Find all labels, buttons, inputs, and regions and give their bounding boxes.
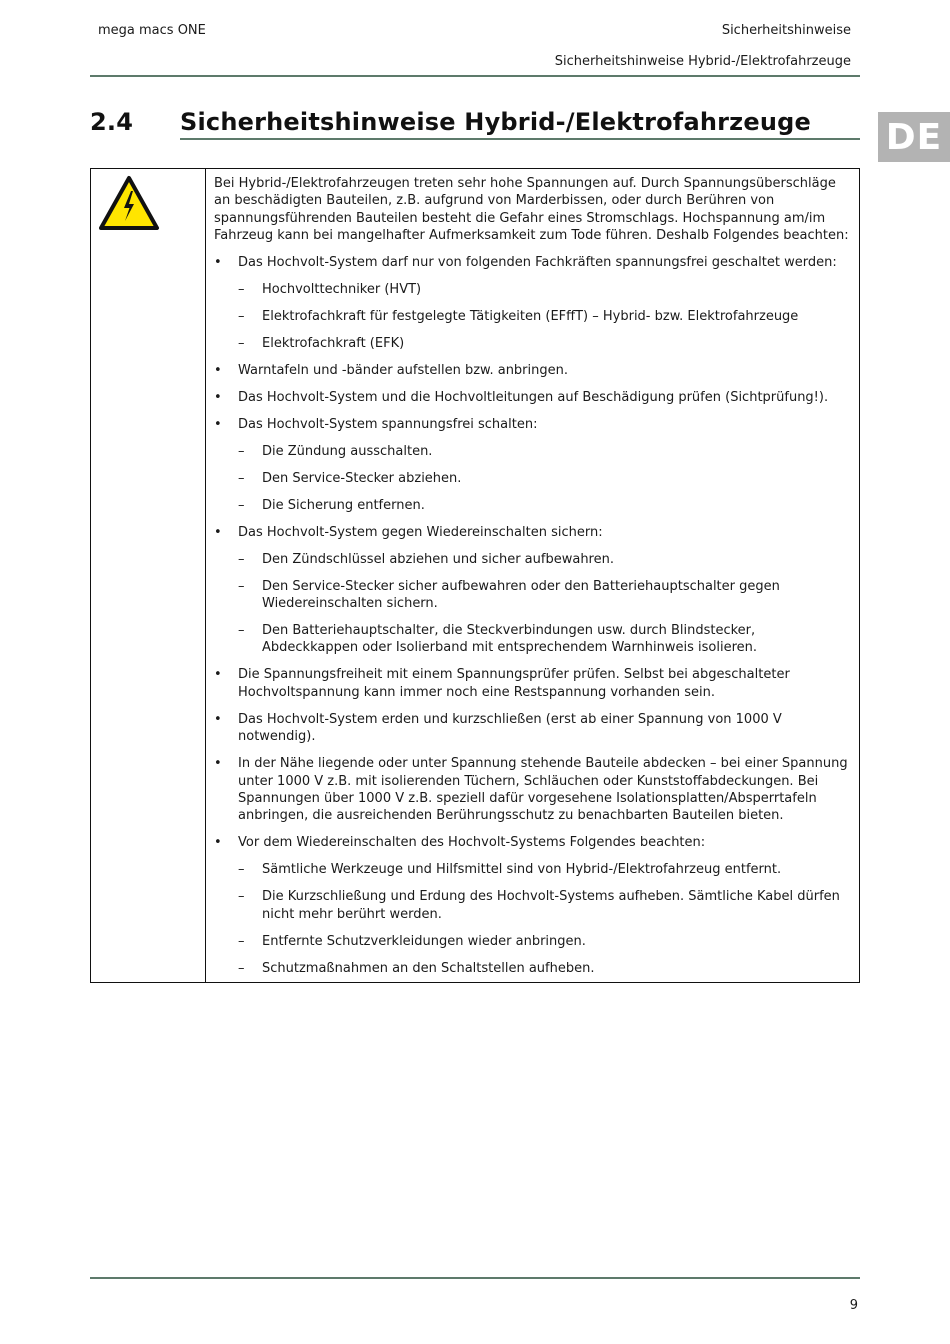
sub-list-item: – Elektrofachkraft für festgelegte Tätigkeiten (EFffT) – Hybrid- bzw. Elektrofahrzeuge bbox=[238, 308, 853, 325]
list-item-text: Das Hochvolt-System darf nur von folgenden Fachkräften spannungsfrei geschaltet werden: bbox=[238, 254, 837, 270]
header-section: Sicherheitshinweise Hybrid-/Elektrofahrzeuge bbox=[554, 54, 851, 69]
list-item-text: Das Hochvolt-System und die Hochvoltleitungen auf Beschädigung prüfen (Sichtprüfung!). bbox=[238, 389, 829, 405]
header-product-name: mega macs ONE bbox=[98, 23, 206, 38]
list-item-text: Die Spannungsfreiheit mit einem Spannungsprüfer prüfen. Selbst bei abgeschalteter Hochvoltspannung kann immer noch eine Restspannung vorhanden sein. bbox=[238, 667, 790, 700]
warning-intro: Bei Hybrid-/Elektrofahrzeugen treten sehr hohe Spannungen auf. Durch Spannungsüberschläge an beschädigten Bauteilen, z.B. aufgrund von Marderbissen, oder durch Berühren von spannungsführenden Bauteilen besteht die Gefahr eines Stromschlags. Hochspannung am/im Fahrzeug kann bei mangelhafter Aufmerksamkeit zum Tode führen. Deshalb Folgendes beachten: bbox=[214, 176, 849, 244]
list-item bbox=[214, 524, 853, 657]
warning-list bbox=[214, 254, 853, 978]
list-item bbox=[214, 389, 853, 406]
sub-list-item: – Hochvolttechniker (HVT) bbox=[238, 281, 853, 298]
list-item-text: Warntafeln und -bänder aufstellen bzw. anbringen. bbox=[238, 362, 569, 378]
sub-list bbox=[238, 861, 853, 977]
section-title-text: Sicherheitshinweise Hybrid-/Elektrofahrzeuge bbox=[180, 108, 811, 136]
list-item bbox=[214, 362, 853, 379]
sub-list-item: – Den Batteriehauptschalter, die Steckverbindungen usw. durch Blindstecker, Abdeckkappen oder Isolierband mit entsprechendem Warnhinweis isolieren. bbox=[238, 622, 853, 657]
list-item bbox=[214, 834, 853, 977]
sub-list-item: – Den Service-Stecker sicher aufbewahren oder den Batteriehauptschalter gegen Wiedereinschalten sichern. bbox=[238, 578, 853, 613]
header-divider bbox=[90, 75, 860, 77]
sub-list-item: – Den Zündschlüssel abziehen und sicher aufbewahren. bbox=[238, 551, 853, 568]
sub-list-item: – Entfernte Schutzverkleidungen wieder anbringen. bbox=[238, 933, 853, 950]
warning-text-column bbox=[214, 175, 853, 987]
list-item-text: Das Hochvolt-System erden und kurzschließen (erst ab einer Spannung von 1000 V notwendig). bbox=[238, 711, 782, 745]
high-voltage-warning-icon bbox=[98, 175, 160, 231]
sub-list-item: – Den Service-Stecker abziehen. bbox=[238, 470, 853, 487]
sub-list-item: – Sämtliche Werkzeuge und Hilfsmittel sind von Hybrid-/Elektrofahrzeug entfernt. bbox=[238, 861, 853, 878]
list-item bbox=[214, 416, 853, 514]
footer-divider bbox=[90, 1277, 860, 1279]
sub-list-item: – Schutzmaßnahmen an den Schaltstellen aufheben. bbox=[238, 960, 853, 977]
header-chapter: Sicherheitshinweise bbox=[721, 23, 851, 38]
warning-box bbox=[90, 168, 860, 983]
sub-list-item: – Elektrofachkraft (EFK) bbox=[238, 335, 853, 352]
section-title bbox=[90, 108, 860, 136]
page-number: 9 bbox=[849, 1298, 858, 1313]
sub-list bbox=[238, 551, 853, 657]
sub-list bbox=[238, 443, 853, 514]
list-item-text: Vor dem Wiedereinschalten des Hochvolt-Systems Folgendes beachten: bbox=[238, 835, 706, 851]
list-item bbox=[214, 755, 853, 825]
section-number: 2.4 bbox=[90, 108, 134, 136]
list-item bbox=[214, 666, 853, 701]
list-item-text: In der Nähe liegende oder unter Spannung stehende Bauteile abdecken – bei einer Spannung unter 1000 V z.B. mit isolierenden Tüchern, Schläuchen oder Kunststoffabdeckungen. Bei Spannungen über 1000 V z.B. speziell dafür vorgesehene Isolationsplatten/Absperrtafeln anbringen, die ausreichenden Berührungsschutz zu benachbarten Bauteilen bieten. bbox=[238, 756, 848, 824]
title-divider bbox=[180, 138, 860, 140]
list-item-text: Das Hochvolt-System gegen Wiedereinschalten sichern: bbox=[238, 524, 603, 540]
sub-list-item: – Die Zündung ausschalten. bbox=[238, 443, 853, 460]
list-item-text: Das Hochvolt-System spannungsfrei schalten: bbox=[238, 416, 538, 432]
list-item bbox=[214, 254, 853, 352]
sub-list-item: – Die Kurzschließung und Erdung des Hochvolt-Systems aufheben. Sämtliche Kabel dürfen nicht mehr berührt werden. bbox=[238, 888, 853, 923]
sub-list bbox=[238, 281, 853, 352]
language-tab: DE bbox=[878, 112, 950, 162]
warning-icon-column bbox=[91, 169, 206, 982]
sub-list-item: – Die Sicherung entfernen. bbox=[238, 497, 853, 514]
list-item bbox=[214, 711, 853, 746]
